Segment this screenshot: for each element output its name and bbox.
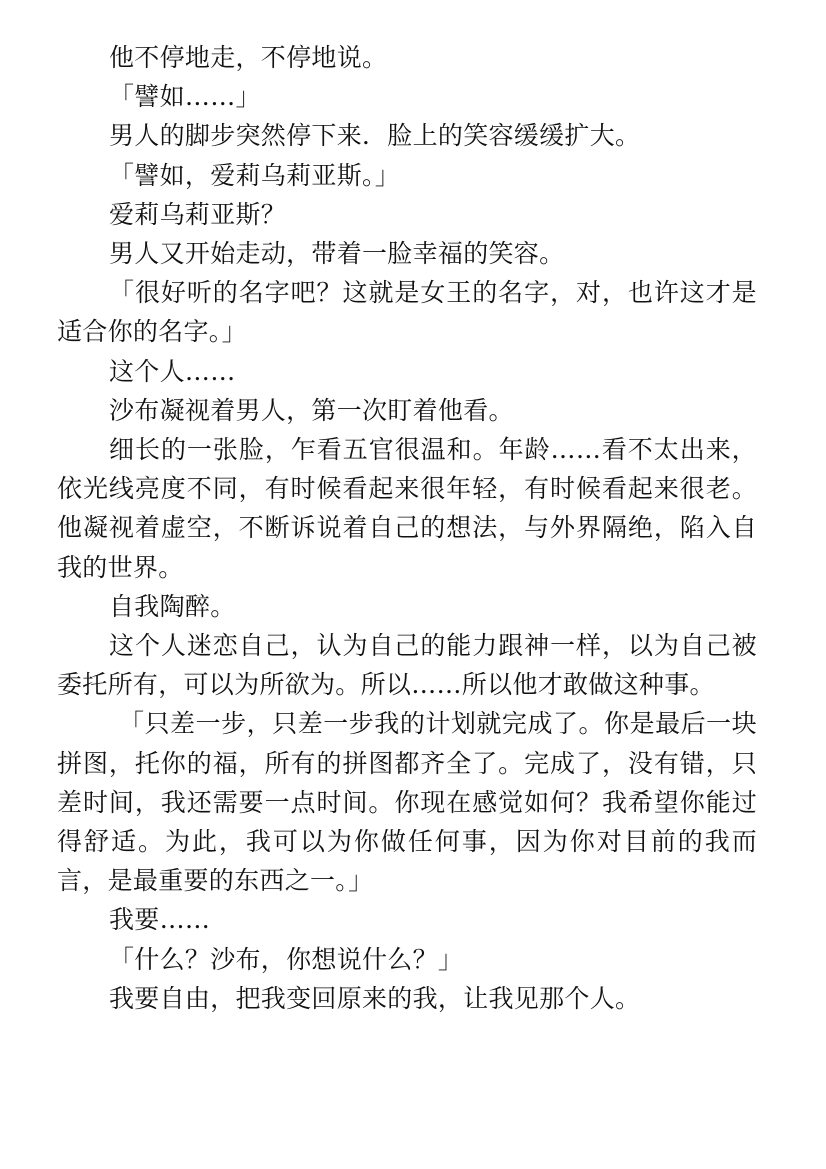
paragraph: 细长的一张脸，乍看五官很温和。年龄……看不太出来，依光线亮度不同，有时候看起来很年轻，有时候看起来很老。他凝视着虚空，不断诉说着自己的想法，与外界隔绝，陷入自我的世界。 <box>57 435 757 582</box>
paragraph: 爱莉乌莉亚斯？ <box>109 199 287 229</box>
paragraph: 这个人…… <box>109 356 236 386</box>
paragraph: 他不停地走，不停地说。 <box>109 43 388 72</box>
paragraph: 「譬如，爱莉乌莉亚斯。」 <box>109 160 401 190</box>
paragraph: 「很好听的名字吧？这就是女王的名字，对，也许这才是适合你的名字。」 <box>57 278 757 347</box>
paragraph: 「譬如……」 <box>109 82 261 112</box>
paragraph: 自我陶醉。 <box>109 591 236 621</box>
paragraph: 「只差一步，只差一步我的计划就完成了。你是最后一块拼图，托你的福，所有的拼图都齐全了。完成了，没有错，只差时间，我还需要一点时间。你现在感觉如何？我希望你能过得舒适。为此，我可以为你做任何事，因为你对目前的我而言，是最重要的东西之一。」 <box>57 709 757 896</box>
paragraph: 「什么？沙布，你想说什么？」 <box>109 944 464 974</box>
paragraph: 男人又开始走动，带着一脸幸福的笑容。 <box>109 239 565 269</box>
paragraph: 这个人迷恋自己，认为自己的能力跟神一样，以为自己被委托所有，可以为所欲为。所以……所以他才敢做这种事。 <box>57 631 757 700</box>
paragraph: 我要…… <box>109 905 211 935</box>
paragraph: 男人的脚步突然停下来．脸上的笑容缓缓扩大。 <box>109 121 641 151</box>
paragraph: 我要自由，把我变回原来的我，让我见那个人。 <box>109 983 641 1013</box>
paragraph: 沙布凝视着男人，第一次盯着他看。 <box>109 395 514 425</box>
document-page <box>57 38 757 1018</box>
